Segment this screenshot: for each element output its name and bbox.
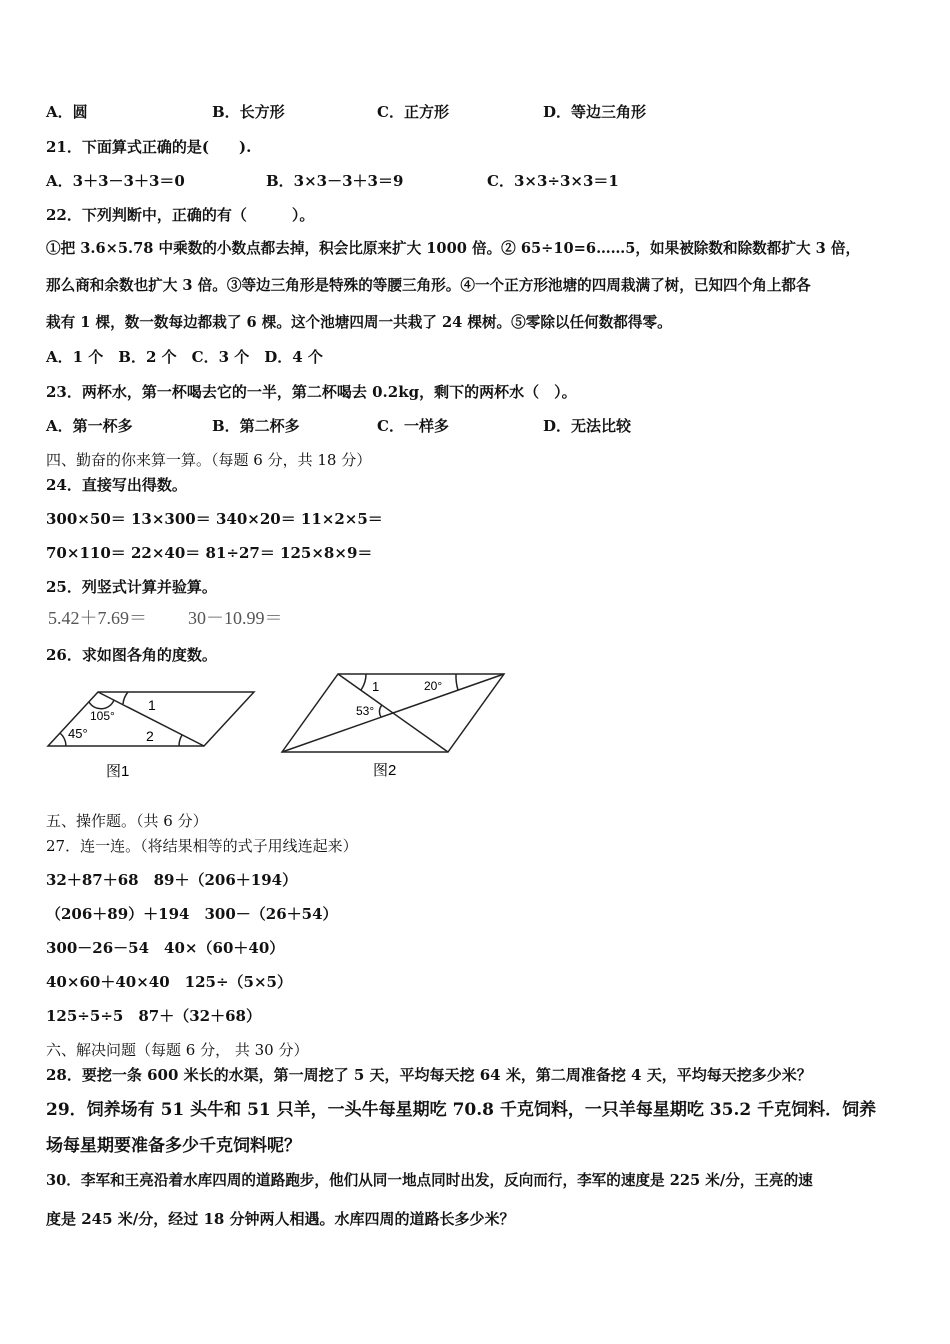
q22-line-1: ①把 3.6×5.78 中乘数的小数点都去掉，积会比原来扩大 1000 倍。② 65÷10=6……5，如果被除数和除数都扩大 3 倍， — [46, 240, 861, 257]
q20-option-c: C．正方形 — [377, 103, 449, 121]
fig2-arc-1 — [361, 674, 366, 690]
q22-stem: 22．下列判断中，正确的有（ ）。 — [46, 206, 315, 224]
fig2-arc-53 — [379, 705, 382, 717]
q24-line-2: 70×110＝ 22×40＝ 81÷27＝ 125×8×9＝ — [46, 544, 373, 562]
fig1-label-45: 45° — [68, 726, 88, 741]
fig1-label-1: 1 — [148, 697, 156, 713]
fig2-arc-20 — [456, 674, 458, 690]
q20-option-b: B．长方形 — [212, 103, 285, 121]
q22-line-3: 栽有 1 棵，数一数每边都栽了 6 棵。这个池塘四周一共栽了 24 棵树。⑤零除以任何数都得零。 — [46, 314, 672, 331]
q27-row-2: （206＋89）＋194 300－（26＋54） — [46, 905, 338, 923]
fig1-arc-45 — [60, 733, 66, 746]
q21-option-b: B．3×3－3＋3＝9 — [266, 172, 404, 190]
fig1-arc-2 — [179, 735, 182, 746]
q26-stem: 26．求如图各角的度数。 — [46, 646, 217, 664]
fig1-arc-105 — [89, 700, 114, 709]
fig1-label-2: 2 — [146, 728, 154, 744]
section-4-heading: 四、勤奋的你来算一算。（每题 6 分，共 18 分） — [46, 451, 372, 469]
fig1-arc-1 — [123, 692, 128, 704]
fig1-caption: 图1 — [106, 763, 130, 780]
fig2-label-20: 20° — [424, 679, 443, 693]
section-5-heading: 五、操作题。（共 6 分） — [46, 812, 208, 830]
fig2-caption: 图2 — [373, 762, 397, 779]
q22-options: A．1 个 B．2 个 C．3 个 D．4 个 — [46, 348, 323, 366]
q23-option-a: A．第一杯多 — [46, 417, 133, 435]
q26-figure-1 — [44, 684, 264, 784]
q20-option-a: A．圆 — [46, 103, 88, 121]
q27-row-4: 40×60＋40×40 125÷（5×5） — [46, 973, 292, 991]
q24-line-1: 300×50＝ 13×300＝ 340×20＝ 11×2×5＝ — [46, 510, 383, 528]
q20-option-d: D．等边三角形 — [543, 103, 647, 121]
q21-option-c: C．3×3÷3×3＝1 — [487, 172, 619, 190]
q25-expression-2: 30－10.99＝ — [188, 608, 283, 628]
q23-stem: 23．两杯水，第一杯喝去它的一半，第二杯喝去 0.2kg，剩下的两杯水（ ）。 — [46, 383, 577, 401]
q24-stem: 24．直接写出得数。 — [46, 476, 187, 494]
q27-stem: 27．连一连。（将结果相等的式子用线连起来） — [46, 837, 358, 855]
q29-line-2: 场每星期要准备多少千克饲料呢？ — [46, 1136, 301, 1156]
q27-row-3: 300－26－54 40×（60＋40） — [46, 939, 285, 957]
q23-option-c: C．一样多 — [377, 417, 449, 435]
q30-line-2: 度是 245 米/分，经过 18 分钟两人相遇。水库四周的道路长多少米？ — [46, 1210, 515, 1228]
q21-stem: 21．下面算式正确的是( ). — [46, 138, 252, 156]
q22-line-2: 那么商和余数也扩大 3 倍。③等边三角形是特殊的等腰三角形。④一个正方形池塘的四周栽满了树，已知四个角上都各 — [46, 277, 811, 294]
q27-row-5: 125÷5÷5 87＋（32＋68） — [46, 1007, 261, 1025]
q29-line-1: 29．饲养场有 51 头牛和 51 只羊，一头牛每星期吃 70.8 千克饲料，一只羊每星期吃 35.2 千克饲料．饲养 — [46, 1100, 877, 1120]
q25-expression-1: 5.42＋7.69＝ — [48, 608, 147, 628]
q23-option-d: D．无法比较 — [543, 417, 632, 435]
q30-line-1: 30．李军和王亮沿着水库四周的道路跑步，他们从同一地点同时出发，反向而行，李军的速度是 225 米/分，王亮的速 — [46, 1172, 813, 1189]
fig2-label-1: 1 — [372, 679, 380, 694]
q23-option-b: B．第二杯多 — [212, 417, 300, 435]
q21-option-a: A．3＋3－3＋3＝0 — [46, 172, 185, 190]
section-6-heading: 六、解决问题（每题 6 分， 共 30 分） — [46, 1041, 309, 1059]
q28-text: 28．要挖一条 600 米长的水渠，第一周挖了 5 天，平均每天挖 64 米，第二周准备挖 4 天，平均每天挖多少米？ — [46, 1066, 812, 1084]
fig2-label-53: 53° — [356, 704, 375, 718]
q26-figure-2 — [278, 668, 510, 784]
fig2-diagonal-2 — [282, 674, 504, 752]
q25-stem: 25．列竖式计算并验算。 — [46, 578, 217, 596]
fig1-label-105: 105° — [90, 709, 115, 723]
q27-row-1: 32＋87＋68 89＋（206＋194） — [46, 871, 298, 889]
